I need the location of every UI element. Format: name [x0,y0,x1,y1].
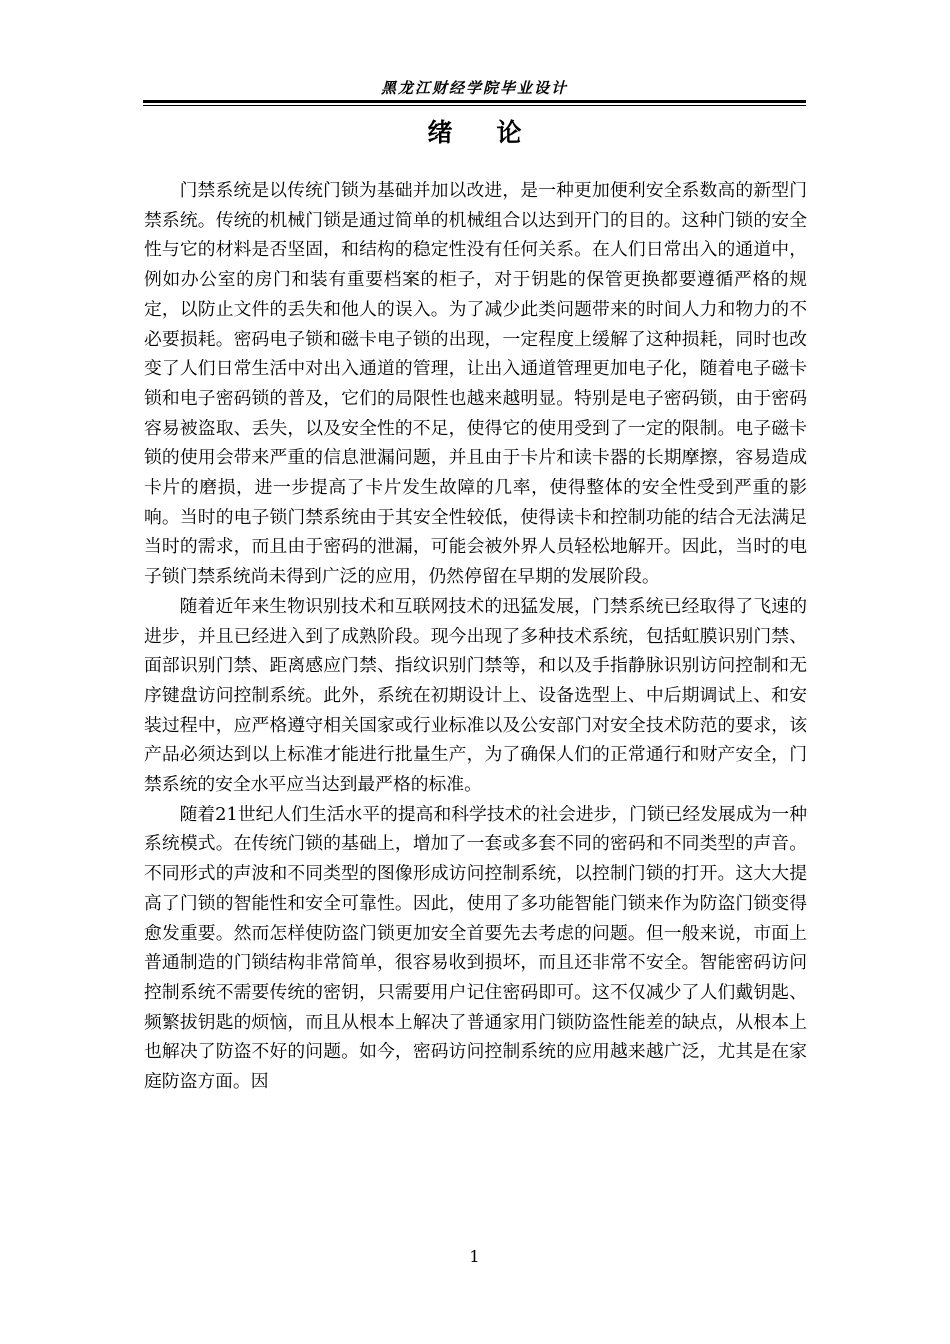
page-number: 1 [469,1247,480,1266]
header-rule-thick [143,100,806,103]
paragraph: 随着21世纪人们生活水平的提高和科学技术的社会进步，门锁已经发展成为一种系统模式。在传统门锁的基础上，增加了一套或多套不同的密码和不同类型的声音。不同形式的声波和不同类型的图像形成访问控制系统，以控制门锁的打开。这大大提高了门锁的智能性和安全可靠性。因此，使用了多功能智能门锁来作为防盗门锁变得愈发重要。然而怎样使防盗门锁更加安全首要先去考虑的问题。但一般来说，市面上普通制造的门锁结构非常简单，很容易收到损坏，而且还非常不安全。智能密码访问控制系统不需要传统的密钥，只需要用户记住密码即可。这不仅减少了人们戴钥匙、频繁拔钥匙的烦恼，而且从根本上解决了普通家用门锁防盗性能差的缺点，从根本上也解决了防盗不好的问题。如今，密码访问控制系统的应用越来越广泛，尤其是在家庭防盗方面。因 [144,803,807,1093]
page-header: 黑龙江财经学院毕业设计 [380,79,568,97]
paragraph: 随着近年来生物识别技术和互联网技术的迅猛发展，门禁系统已经取得了飞速的进步，并且已经进入到了成熟阶段。现今出现了多种技术系统，包括虹膜识别门禁、面部识别门禁、距离感应门禁、指纹识别门禁等，和以及手指静脉识别访问控制和无序键盘访问控制系统。此外，系统在初期设计上、设备选型上、中后期调试上、和安装过程中，应严格遵守相关国家或行业标准以及公安部门对安全技术防范的要求，该产品必须达到以上标准才能进行批量生产，为了确保人们的正常通行和财产安全，门禁系统的安全水平应当达到最严格的标准。 [144,595,807,796]
body-text [144,176,807,1097]
header-rule-thin [143,105,806,106]
chapter-title: 绪论 [427,118,566,147]
paragraph: 门禁系统是以传统门锁为基础并加以改进，是一种更加便利安全系数高的新型门禁系统。传统的机械门锁是通过简单的机械组合以达到开门的目的。这种门锁的安全性与它的材料是否坚固，和结构的稳定性没有任何关系。在人们日常出入的通道中，例如办公室的房门和装有重要档案的柜子，对于钥匙的保管更换都要遵循严格的规定，以防止文件的丢失和他人的误入。为了减少此类问题带来的时间人力和物力的不必要损耗。密码电子锁和磁卡电子锁的出现，一定程度上缓解了这种损耗，同时也改变了人们日常生活中对出入通道的管理，让出入通道管理更加电子化，随着电子磁卡锁和电子密码锁的普及，它们的局限性也越来越明显。特别是电子密码锁，由于密码容易被盗取、丢失，以及安全性的不足，使得它的使用受到了一定的限制。电子磁卡锁的使用会带来严重的信息泄漏问题，并且由于卡片和读卡器的长期摩擦，容易造成卡片的磨损，进一步提高了卡片发生故障的几率，使得整体的安全性受到严重的影响。当时的电子锁门禁系统由于其安全性较低，使得读卡和控制功能的结合无法满足当时的需求，而且由于密码的泄漏，可能会被外界人员轻松地解开。因此，当时的电子锁门禁系统尚未得到广泛的应用，仍然停留在早期的发展阶段。 [144,180,807,588]
